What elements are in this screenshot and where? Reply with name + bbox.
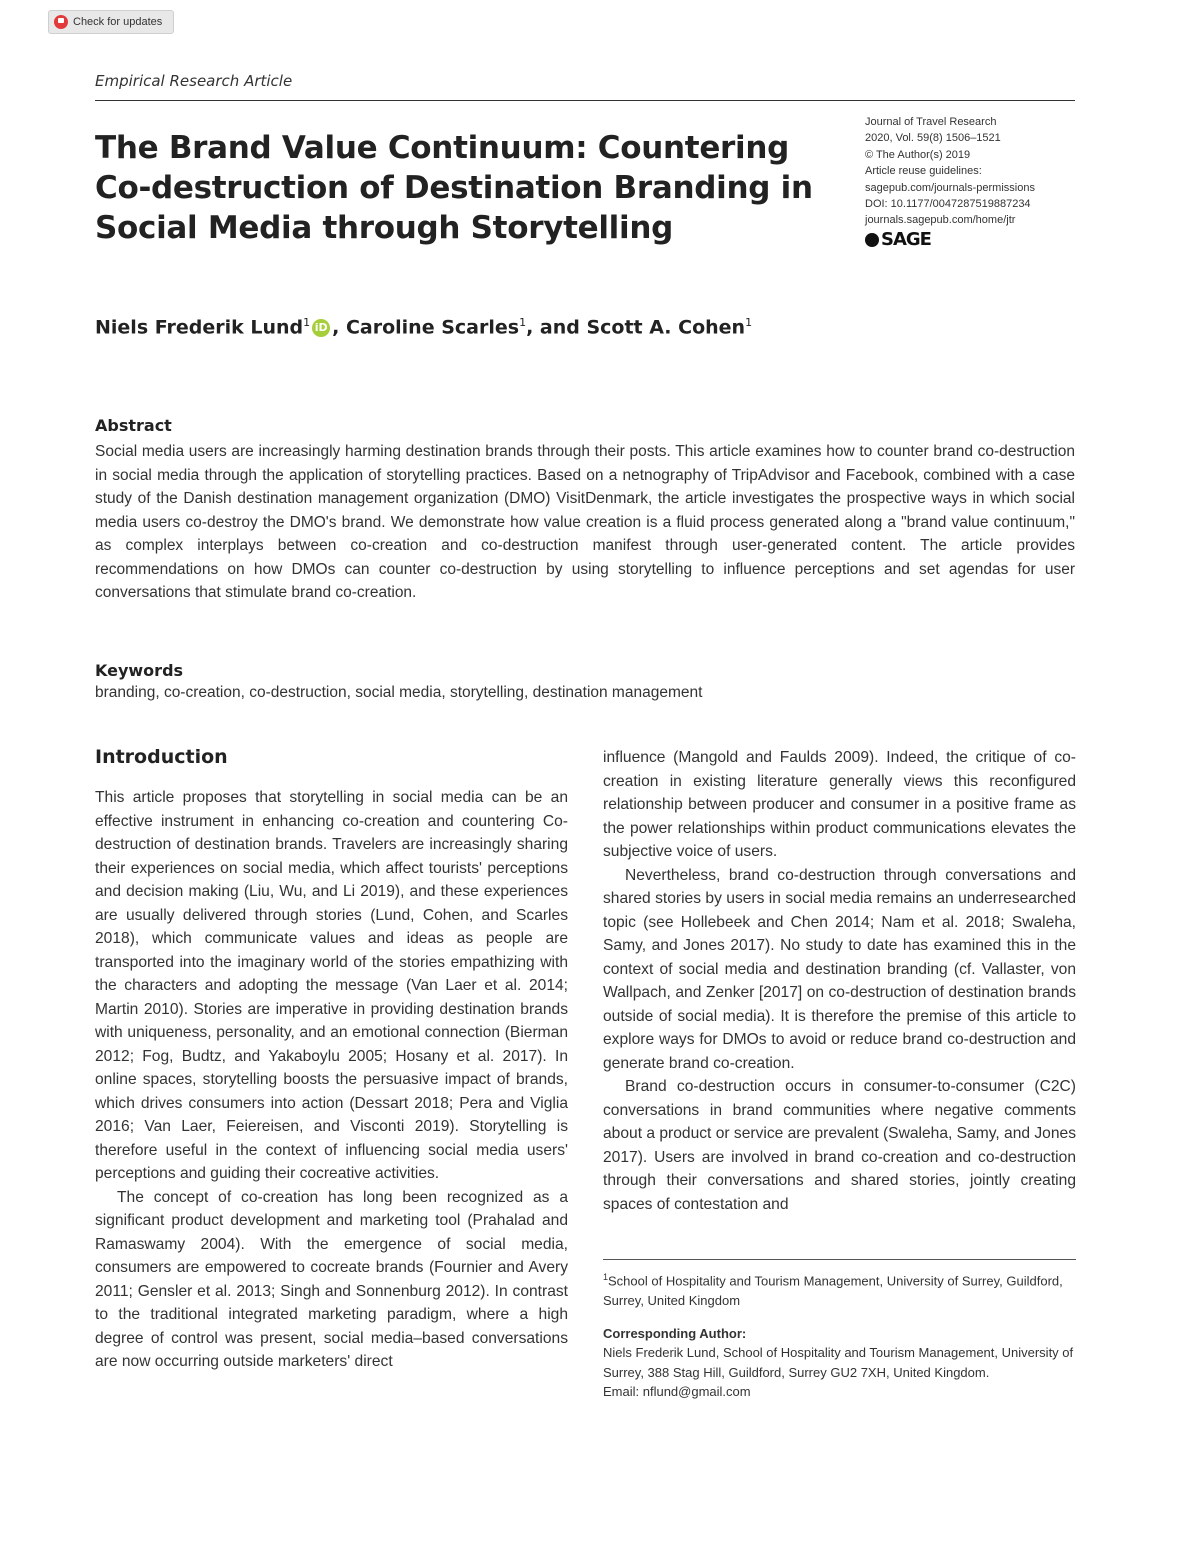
article-title: The Brand Value Continuum: Countering Co-destruction of Destination Branding in Social Media through Storytelling bbox=[95, 130, 813, 246]
left-column bbox=[95, 786, 568, 1374]
keywords-heading: Keywords bbox=[95, 661, 184, 680]
body-paragraph: Nevertheless, brand co-destruction through conversations and shared stories by users in social media remains an underresearched topic (see Hollebeek and Chen 2014; Nam et al. 2018; Swaleha, Samy, and Jones 2017). No study to date has examined this in the context of social media and destination branding (cf. Vallaster, von Wallpach, and Zenker [2017] on co-destruction of destination brands outside of social media). It is therefore the premise of this article to explore ways for DMOs to avoid or reduce brand co-destruction and generate brand co-creation. bbox=[603, 866, 1076, 1072]
body-paragraph: influence (Mangold and Faulds 2009). Indeed, the critique of co-creation in existing literature generally views this reconfigured relationship between producer and consumer in a positive frame as the power relationships within product communications elevates the subjective voice of users. bbox=[603, 749, 1076, 860]
article-type-label: Empirical Research Article bbox=[95, 72, 293, 90]
corresponding-author-email[interactable]: Email: nflund@gmail.com bbox=[603, 1384, 751, 1400]
journal-name: Journal of Travel Research bbox=[865, 116, 997, 128]
abstract-heading: Abstract bbox=[95, 416, 172, 435]
body-paragraph: Brand co-destruction occurs in consumer-to-consumer (C2C) conversations in brand communities where negative comments about a product or service are prevalent (Swaleha, Samy, and Jones 2017). Users are involved in brand co-creation and co-destruction through their conversations and shared stories, jointly creating spaces of contestation and bbox=[603, 1078, 1076, 1213]
affiliation-text: School of Hospitality and Tourism Management, University of Surrey, Guildford, Surrey, United Kingdom bbox=[603, 1273, 1063, 1308]
doi-link[interactable]: DOI: 10.1177/0047287519887234 bbox=[865, 198, 1031, 211]
affiliation-footnote bbox=[603, 1268, 1076, 1311]
sage-logo-icon bbox=[865, 233, 879, 247]
author-name: Niels Frederik Lund bbox=[95, 316, 304, 339]
author-affiliation-marker: 1 bbox=[303, 316, 311, 329]
header-rule bbox=[95, 100, 1075, 101]
reuse-link[interactable]: sagepub.com/journals-permissions bbox=[865, 181, 1035, 194]
check-for-updates-label: Check for updates bbox=[73, 16, 163, 28]
author-name: , Caroline Scarles bbox=[332, 316, 520, 339]
corresponding-author-address: Niels Frederik Lund, School of Hospitality and Tourism Management, University of Surrey, 388 Stag Hill, Guildford, Surrey GU2 7XH, United Kingdom. bbox=[603, 1345, 1074, 1380]
reuse-label: Article reuse guidelines: bbox=[865, 165, 982, 178]
abstract-text: Social media users are increasingly harming destination brands through their posts. This article examines how to counter brand co-destruction in social media through the application of storytelling practices. Based on a netnography of TripAdvisor and Facebook, combined with a case study of the Danish destination management organization (DMO) VisitDenmark, the article investigates the prospective ways in which social media users co-destroy the DMO's brand. We demonstrate how value creation is a fluid process generated along a "brand value continuum," as complex interplays between co-creation and co-destruction manifest through user-generated content. The article provides recommendations on how DMOs can counter co-destruction by using storytelling to influence perceptions and set agendas for user conversations that stimulate brand co-creation. bbox=[95, 443, 1075, 601]
crossmark-icon bbox=[54, 15, 68, 29]
body-paragraph: This article proposes that storytelling in social media can be an effective instrument in enhancing co-creation and countering Co-destruction of destination brands. Travelers are increasingly sharing their experiences on social media, which affect tourists' perceptions and decision making (Liu, Wu, and Li 2019), and these experiences are usually delivered through stories (Lund, Cohen, and Scarles 2018), which communicate values and ideas as people are transported into the imaginary world of the stories empathizing with the characters and adopting the message (Van Laer et al. 2014; Martin 2010). Stories are imperative in providing destination brands with uniqueness, personality, and an emotional connection (Bierman 2012; Fog, Budtz, and Yakaboylu 2005; Hosany et al. 2017). In online spaces, storytelling boosts the persuasive impact of brands, which drives consumers into action (Dessart 2018; Pera and Viglia 2016; Van Laer, Feiereisen, and Visconti 2019). Storytelling is therefore useful in the context of influencing social media users' perceptions and guiding their cocreative activities. bbox=[95, 789, 568, 1182]
author-affiliation-marker: 1 bbox=[745, 316, 753, 329]
keywords-text: branding, co-creation, co-destruction, social media, storytelling, destination management bbox=[95, 684, 703, 701]
body-paragraph: The concept of co-creation has long been recognized as a significant product development and marketing tool (Prahalad and Ramaswamy 2004). With the emergence of social media, consumers are empowered to cocreate brands (Fournier and Avery 2011; Gensler et al. 2013; Singh and Sonnenburg 2012). In contrast to the traditional integrated marketing paradigm, where a high degree of control was present, social media–based conversations are now occurring outside marketers' direct bbox=[95, 1188, 568, 1370]
journal-info bbox=[865, 114, 1075, 248]
right-column bbox=[603, 746, 1076, 1216]
author-list bbox=[95, 316, 752, 338]
author-name: , and Scott A. Cohen bbox=[526, 316, 746, 339]
introduction-heading: Introduction bbox=[95, 746, 228, 768]
sage-logo-text: SAGE bbox=[881, 228, 931, 250]
sage-logo bbox=[865, 228, 1075, 250]
journal-volume: 2020, Vol. 59(8) 1506–1521 bbox=[865, 132, 1001, 145]
author-affiliation-marker: 1 bbox=[519, 316, 527, 329]
footnotes bbox=[603, 1268, 1076, 1402]
footnote-rule bbox=[603, 1259, 1076, 1260]
copyright-line: © The Author(s) 2019 bbox=[865, 148, 971, 161]
affiliation-marker: 1 bbox=[603, 1272, 609, 1282]
check-for-updates-badge[interactable] bbox=[48, 10, 174, 34]
journal-homepage-link[interactable]: journals.sagepub.com/home/jtr bbox=[865, 214, 1016, 227]
corresponding-author-heading: Corresponding Author: bbox=[603, 1325, 747, 1341]
orcid-icon[interactable]: iD bbox=[312, 319, 330, 337]
